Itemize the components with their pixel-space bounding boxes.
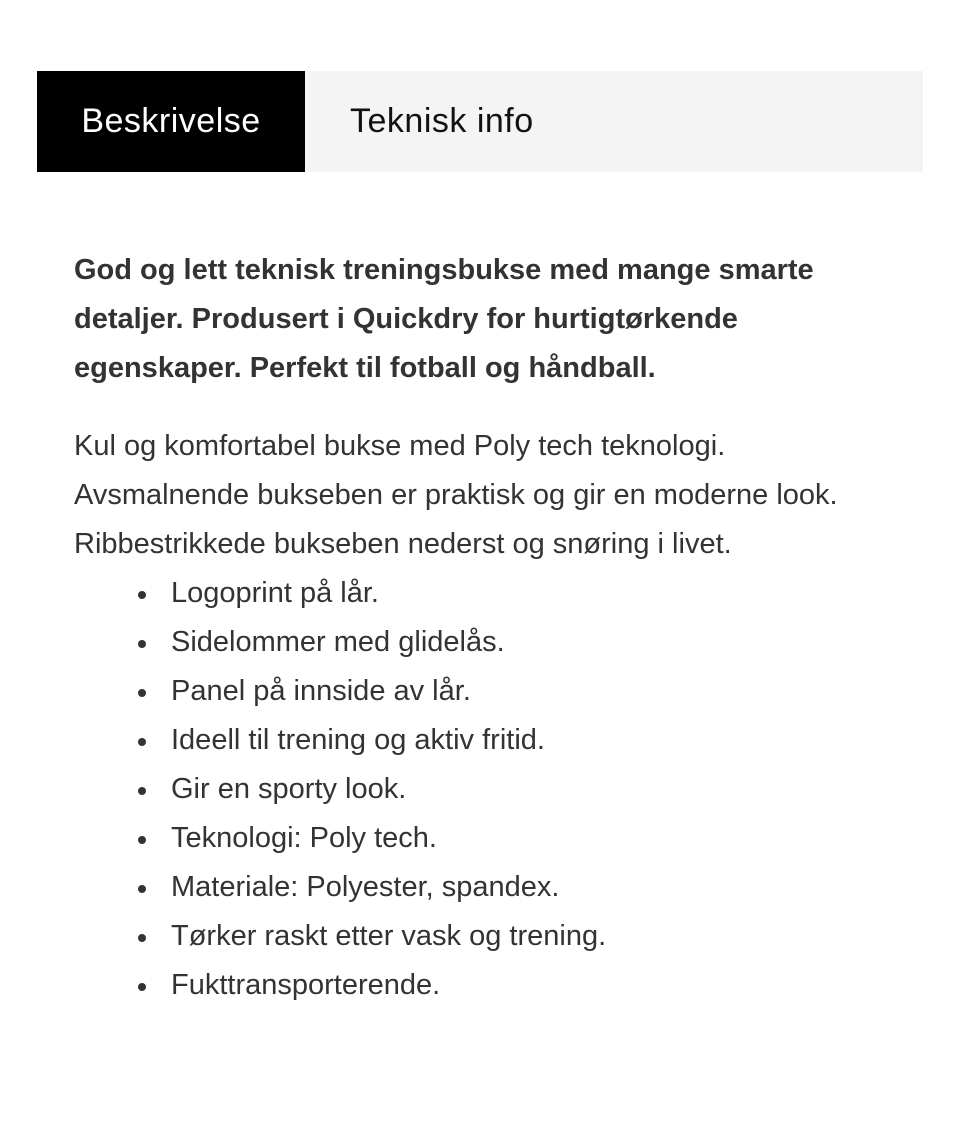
list-item — [171, 618, 904, 667]
tab-bar — [37, 71, 923, 172]
feature-list — [74, 569, 904, 1010]
list-item — [171, 765, 904, 814]
description-body: Kul og komfortabel bukse med Poly tech teknologi. Avsmalnende bukseben er praktisk og gir en moderne look. Ribbestrikkede bukseben nederst og snøring i livet. — [74, 430, 838, 560]
feature-text: Logoprint på lår. — [171, 577, 379, 609]
bullet-icon — [138, 787, 146, 795]
bullet-icon — [138, 640, 146, 648]
feature-text: Panel på innside av lår. — [171, 675, 471, 707]
list-item — [171, 912, 904, 961]
feature-text: Teknologi: Poly tech. — [171, 822, 437, 854]
tab-teknisk-info[interactable]: Teknisk info — [350, 102, 534, 140]
feature-text: Materiale: Polyester, spandex. — [171, 871, 560, 903]
feature-text: Gir en sporty look. — [171, 773, 407, 805]
list-item — [171, 863, 904, 912]
feature-text: Tørker raskt etter vask og trening. — [171, 920, 607, 952]
description-lead: God og lett teknisk treningsbukse med mange smarte detaljer. Produsert i Quickdry for hurtigtørkende egenskaper. Perfekt til fotball og håndball. — [74, 254, 814, 384]
bullet-icon — [138, 934, 146, 942]
list-item — [171, 569, 904, 618]
description-panel — [74, 246, 904, 1010]
tab-beskrivelse[interactable]: Beskrivelse — [37, 71, 305, 172]
list-item — [171, 961, 904, 1010]
feature-text: Fukttransporterende. — [171, 969, 441, 1001]
bullet-icon — [138, 983, 146, 991]
bullet-icon — [138, 591, 146, 599]
bullet-icon — [138, 836, 146, 844]
bullet-icon — [138, 689, 146, 697]
feature-text: Sidelommer med glidelås. — [171, 626, 505, 658]
bullet-icon — [138, 885, 146, 893]
list-item — [171, 814, 904, 863]
bullet-icon — [138, 738, 146, 746]
list-item — [171, 667, 904, 716]
list-item — [171, 716, 904, 765]
feature-text: Ideell til trening og aktiv fritid. — [171, 724, 545, 756]
